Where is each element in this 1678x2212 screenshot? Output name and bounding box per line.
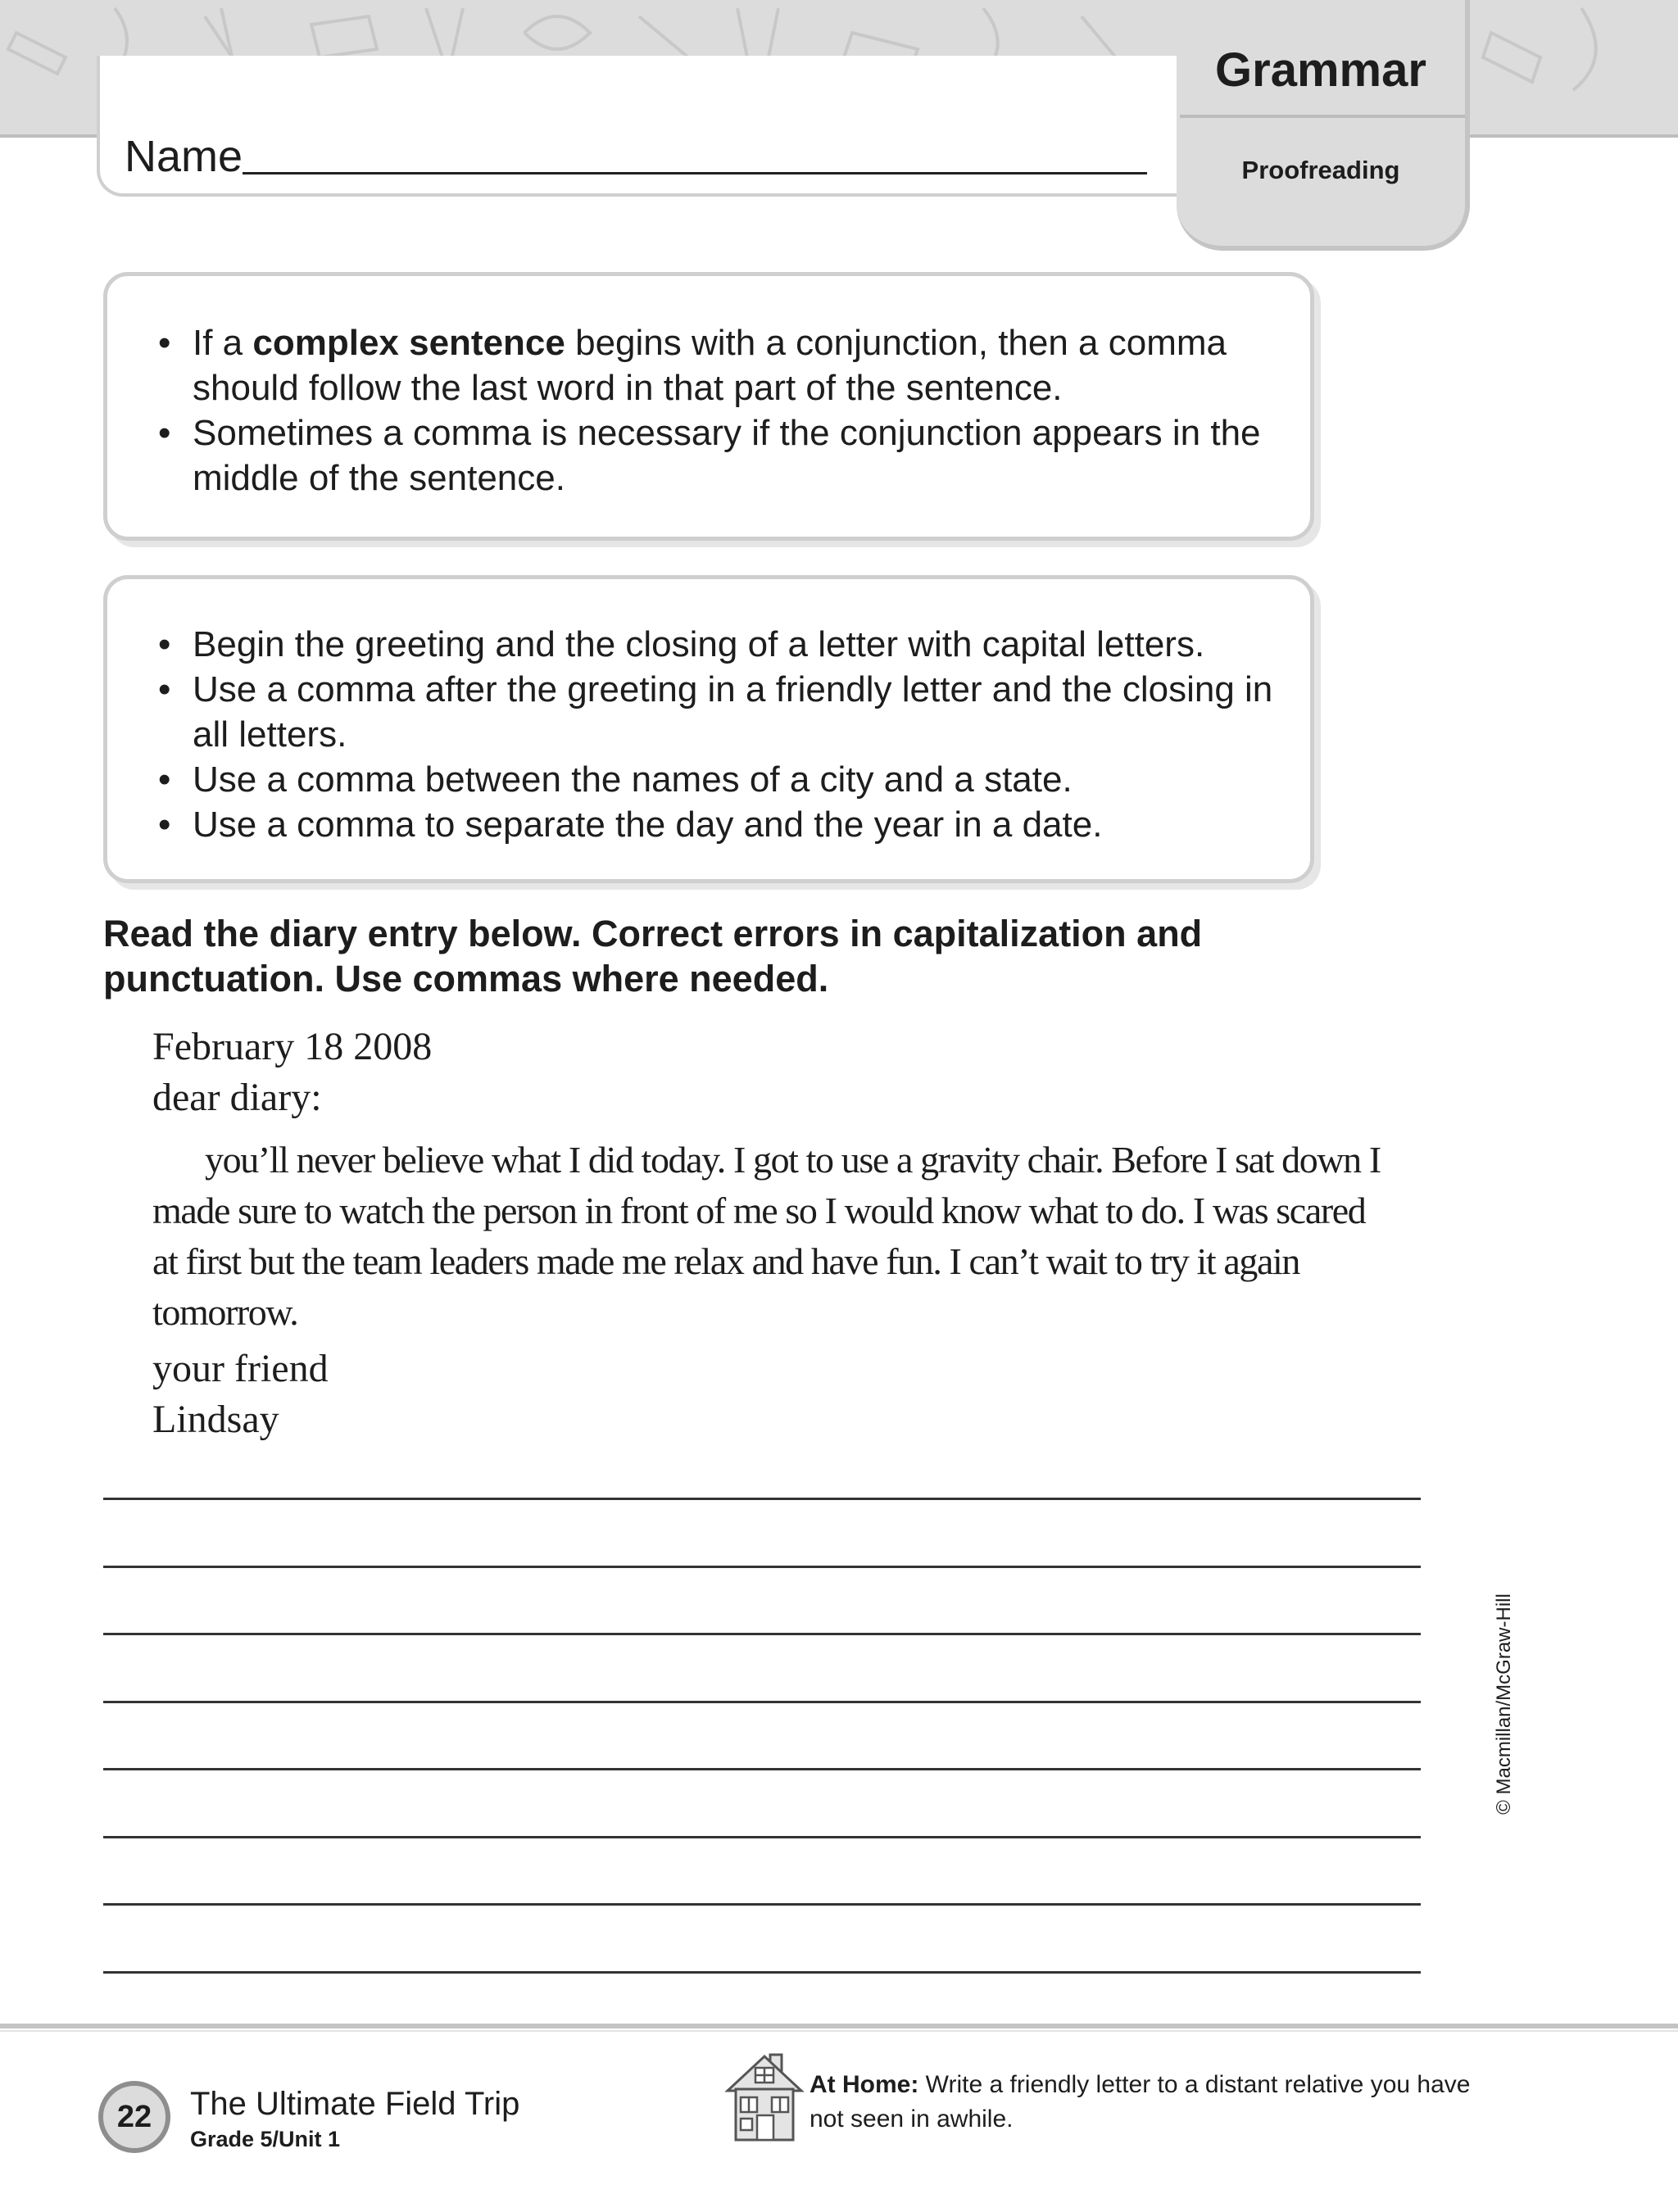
diary-signature: Lindsay: [152, 1398, 279, 1441]
skill-label: Proofreading: [1241, 156, 1400, 184]
unit-title: The Ultimate Field Trip: [190, 2086, 520, 2122]
answer-line[interactable]: [103, 1903, 1421, 1906]
rule-term: complex sentence: [252, 323, 565, 363]
rule-item: [158, 802, 1277, 847]
instruction-text: Read the diary entry below. Correct errors in capitalization and punctuation. Use commas where needed.: [103, 913, 1203, 999]
rule-item: [158, 320, 1277, 410]
answer-line[interactable]: [103, 1768, 1421, 1770]
rule-item: [158, 622, 1277, 667]
rule-box-complex-sentences: [103, 272, 1314, 541]
rule-text: Use a comma between the names of a city and a state.: [193, 759, 1073, 800]
name-box: [97, 56, 1181, 197]
rule-text: Begin the greeting and the closing of a letter with capital letters.: [193, 624, 1205, 664]
rule-text: Sometimes a comma is necessary if the conjunction appears in the middle of the sentence.: [193, 413, 1261, 498]
bullet-icon: •: [158, 669, 171, 709]
footer-divider: [0, 2024, 1678, 2028]
rule-text: If a: [193, 323, 253, 363]
subject-tab: [1177, 0, 1470, 251]
subject-tab-divider: [1180, 115, 1465, 118]
diary-greeting: dear diary:: [152, 1076, 322, 1119]
answer-line[interactable]: [103, 1971, 1421, 1974]
diary-date: February 18 2008: [152, 1025, 433, 1068]
answer-line[interactable]: [103, 1836, 1421, 1838]
rule-list: [158, 320, 1277, 501]
rule-item: [158, 757, 1277, 802]
bullet-icon: •: [158, 323, 171, 363]
bullet-icon: •: [158, 759, 171, 800]
rule-item: [158, 667, 1277, 757]
page-number: 22: [98, 2081, 170, 2153]
grade-unit-label: Grade 5/Unit 1: [190, 2127, 341, 2151]
rule-text: Use a comma to separate the day and the year in a date.: [193, 805, 1103, 845]
answer-line[interactable]: [103, 1566, 1421, 1568]
diary-closing: your friend: [152, 1347, 329, 1390]
rule-box-letters: [103, 575, 1314, 883]
answer-line[interactable]: [103, 1633, 1421, 1635]
name-label: Name: [125, 132, 243, 181]
at-home-note: [810, 2068, 1481, 2137]
copyright-notice: © Macmillan/McGraw-Hill: [1493, 1593, 1515, 1815]
bullet-icon: •: [158, 624, 171, 664]
name-write-line[interactable]: [243, 172, 1147, 175]
at-home-label: At Home:: [810, 2071, 919, 2098]
footer-divider-shadow: [0, 2030, 1678, 2032]
subject-title: Grammar: [1215, 43, 1426, 97]
rule-text: begins with a conjunction, then a comma should follow the last word in that part of the sentence.: [193, 323, 1227, 408]
answer-line[interactable]: [103, 1498, 1421, 1500]
at-home-text: Write a friendly letter to a distant relative you have not seen in awhile.: [810, 2071, 1471, 2133]
rule-item: [158, 410, 1277, 501]
house-icon: [724, 2048, 805, 2143]
rule-list: [158, 622, 1277, 847]
answer-line[interactable]: [103, 1701, 1421, 1703]
diary-body: you’ll never believe what I did today. I got to use a gravity chair. Before I sat down I made sure to watch the person in front of me so I would know what to do. I was scared at first but the team leaders made me relax and have fun. I can’t wait to try it again tomorrow.: [152, 1139, 1381, 1333]
bullet-icon: •: [158, 805, 171, 845]
bullet-icon: •: [158, 413, 171, 453]
rule-text: Use a comma after the greeting in a friendly letter and the closing in all letters.: [193, 669, 1273, 755]
